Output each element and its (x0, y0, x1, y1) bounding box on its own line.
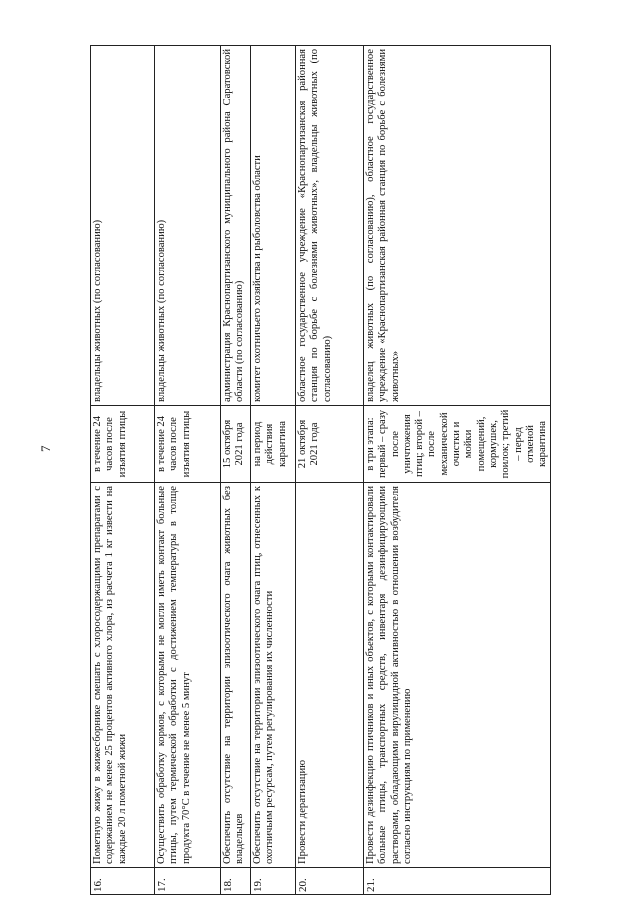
table-row (364, 46, 551, 895)
responsible-cell: областное государственное учреждение «Краснопартизанская районная станция по борьбе с болезнями животных», владельцы животных (по согласованию) (296, 46, 364, 406)
deadline-cell: в три этапа: первый – сразу после уничтожения птиц; второй – после механической очистки и мойки помещений, кормушек, поилок; третий – перед отменой карантина (364, 406, 551, 483)
table-row (155, 46, 221, 895)
measures-table-sheet (90, 45, 549, 895)
row-number: 18. (221, 868, 251, 895)
responsible-cell: владелец животных (по согласованию), областное государственное учреждение «Краснопартизанская районная станция по борьбе с болезнями животных» (364, 46, 551, 406)
deadline-cell: на период действия карантина (251, 406, 296, 483)
measure-cell: Провести дезинфекцию птичников и иных объектов, с которыми контактировали больные птицы, транспортных средств, инвентаря дезинфицирующими растворами, обладающими вирулицидной активностью в отношении возбудителя согласно инструкциям по применению (364, 483, 551, 868)
row-number: 19. (251, 868, 296, 895)
measure-cell: Провести дератизацию (296, 483, 364, 868)
row-number: 17. (155, 868, 221, 895)
table-row (296, 46, 364, 895)
responsible-cell: комитет охотничьего хозяйства и рыболовства области (251, 46, 296, 406)
responsible-cell: администрация Краснопартизанского муниципального района Саратовской области (по согласованию) (221, 46, 251, 406)
measure-cell: Пометную жижу в жижесборнике смешать с хлоросодержащими препаратами с содержанием не менее 25 процентов активного хлора, из расчета 1 кг извести на каждые 20 л пометной жижи (91, 483, 155, 868)
measure-cell: Осуществить обработку кормов, с которыми не могли иметь контакт больные птицы, путем термической обработки с достижением температуры в толще продукта 70°С в течение не менее 5 минут (155, 483, 221, 868)
deadline-cell: в течение 24 часов после изъятия птицы (91, 406, 155, 483)
measure-cell: Обеспечить отсутствие на территории эпизоотического очага птиц, отнесенных к охотничьим ресурсам, путем регулирования их численности (251, 483, 296, 868)
responsible-cell: владельцы животных (по согласованию) (155, 46, 221, 406)
page-number: 7 (38, 445, 53, 452)
deadline-cell: 21 октября 2021 года (296, 406, 364, 483)
measure-cell: Обеспечить отсутствие на территории эпизоотического очага животных без владельцев (221, 483, 251, 868)
row-number: 20. (296, 868, 364, 895)
deadline-cell: 15 октября 2021 года (221, 406, 251, 483)
table-row (91, 46, 155, 895)
measures-table (90, 45, 551, 895)
responsible-cell: владельцы животных (по согласованию) (91, 46, 155, 406)
table-row (251, 46, 296, 895)
row-number: 16. (91, 868, 155, 895)
row-number: 21. (364, 868, 551, 895)
deadline-cell: в течение 24 часов после изъятия птицы (155, 406, 221, 483)
table-row (221, 46, 251, 895)
